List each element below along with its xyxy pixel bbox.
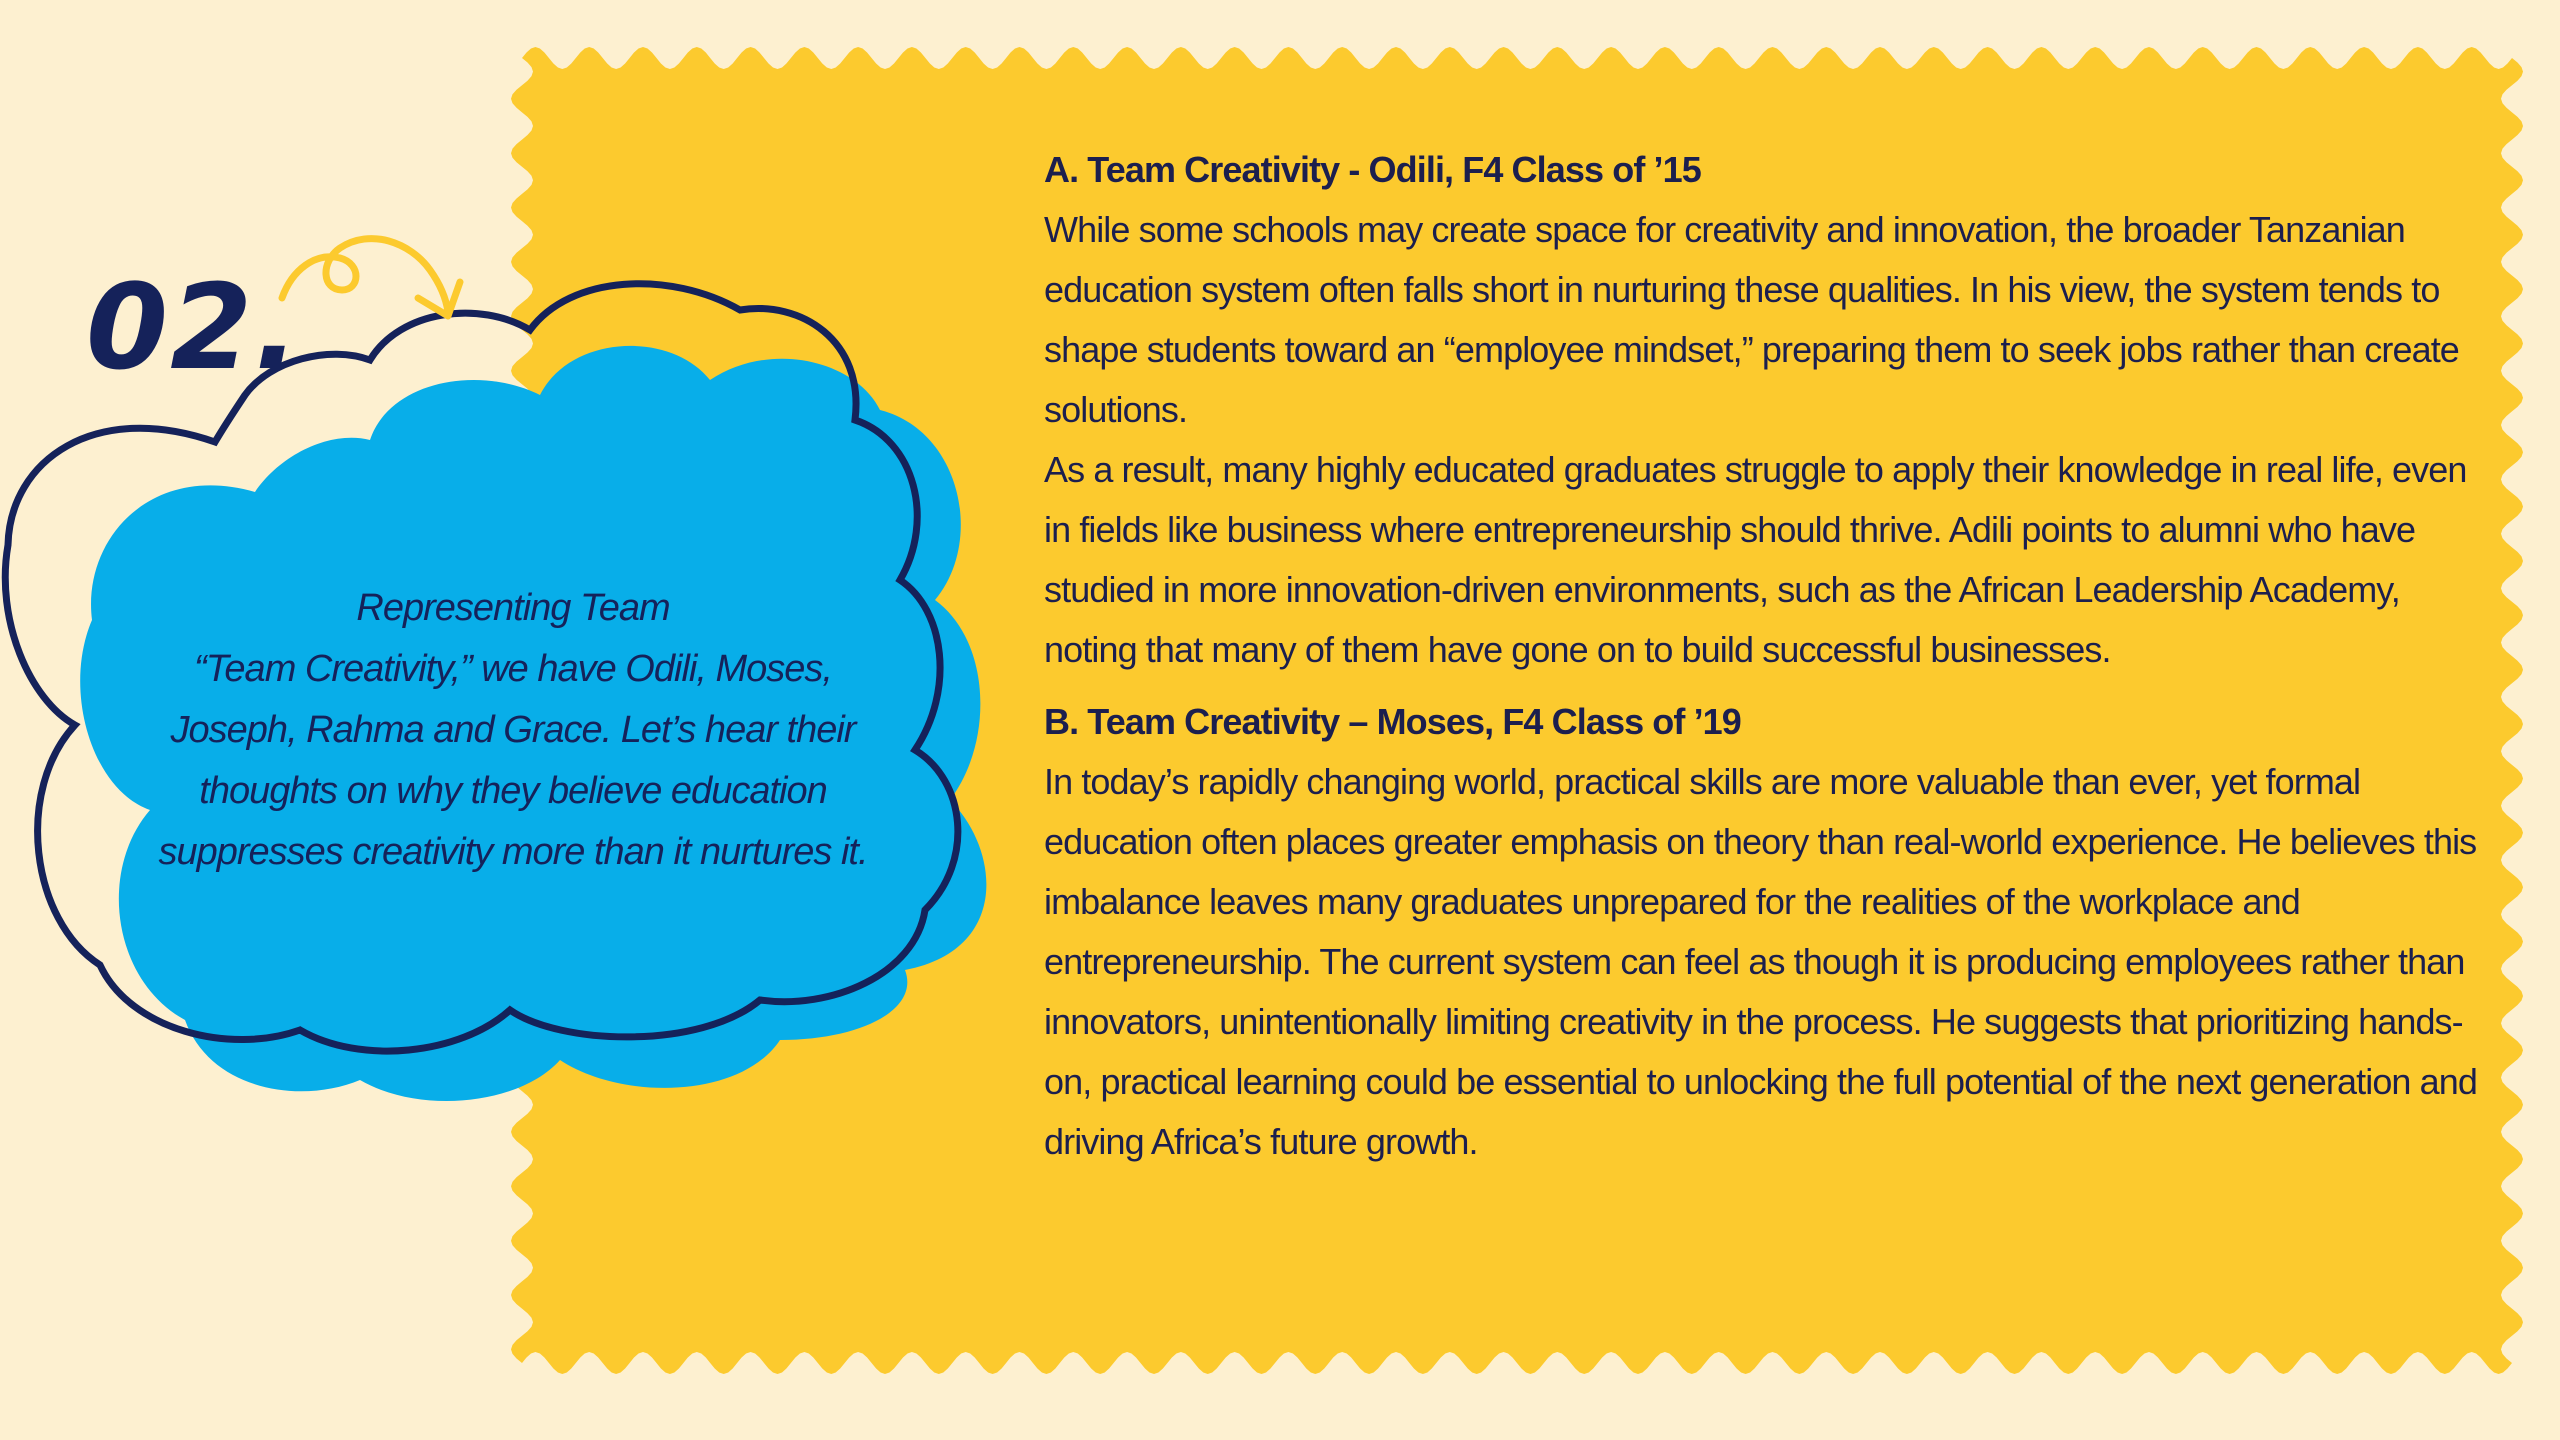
bubble-intro-text: Representing Team “Team Creativity,” we have Odili, Moses, Joseph, Rahma and Grace. Let’s hear their thoughts on why they believe education suppresses creativity more than it nurtures it. (158, 587, 868, 873)
section-a-paragraph-2: As a result, many highly educated graduates struggle to apply their knowledge in real life, even in fields like business where entrepreneurship should thrive. Adili points to alumni who have studied in more innovation-driven environments, such as the African Leadership Academy, noting that many of them have gone on to build successful businesses. (1044, 449, 2467, 670)
main-content (1044, 140, 2494, 1172)
section-number: 02. (86, 258, 302, 396)
curly-arrow-icon (282, 239, 460, 316)
section-b-heading: B. Team Creativity – Moses, F4 Class of ’19 (1044, 701, 1741, 742)
section-b-paragraph-1: In today’s rapidly changing world, practical skills are more valuable than ever, yet formal education often places greater emphasis on theory than real-world experience. He believes this imbalance leaves many graduates unprepared for the realities of the workplace and entrepreneurship. The current system can feel as though it is producing employees rather than innovators, unintentionally limiting creativity in the process. He suggests that prioritizing hands-on, practical learning could be essential to unlocking the full potential of the next generation and driving Africa’s future growth. (1044, 761, 2478, 1162)
section-b (1044, 692, 2494, 1172)
section-a-paragraph-1: While some schools may create space for creativity and innovation, the broader Tanzanian education system often falls short in nurturing these qualities. In his view, the system tends to shape students toward an “employee mindset,” preparing them to seek jobs rather than create solutions. (1044, 209, 2459, 430)
section-a-heading: A. Team Creativity - Odili, F4 Class of ’15 (1044, 149, 1701, 190)
section-a (1044, 140, 2494, 680)
